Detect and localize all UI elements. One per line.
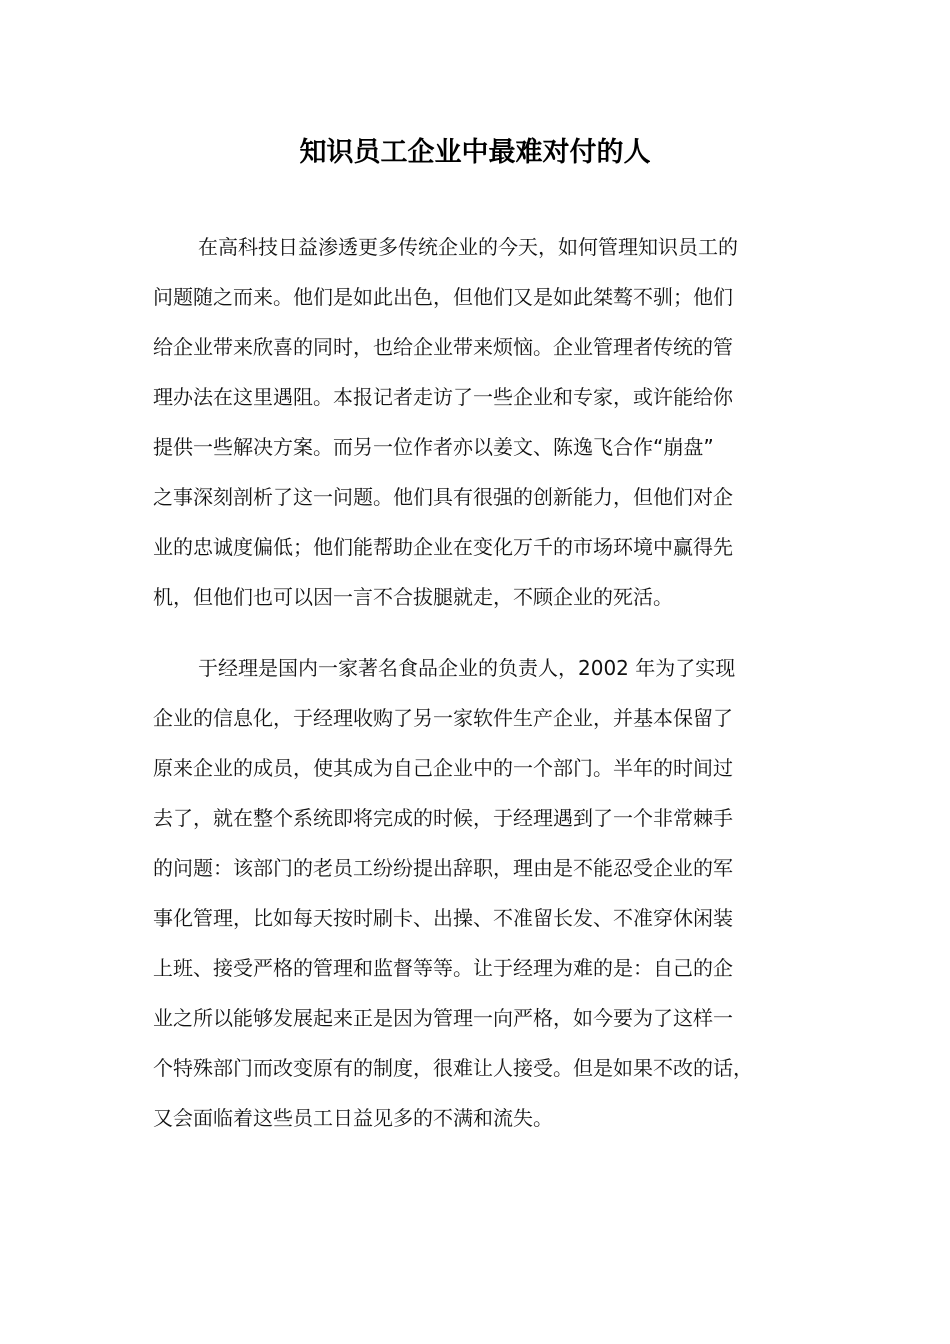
paragraph-line: 给企业带来欣喜的同时，也给企业带来烦恼。企业管理者传统的管 bbox=[153, 335, 733, 359]
paragraph-line: 之事深刻剖析了这一问题。他们具有很强的创新能力，但他们对企 bbox=[153, 485, 733, 509]
paragraph-line: 上班、接受严格的管理和监督等等。让于经理为难的是：自己的企 bbox=[153, 956, 733, 980]
paragraph-line: 于经理是国内一家著名食品企业的负责人，2002 年为了实现 bbox=[198, 656, 736, 680]
paragraph-line: 事化管理，比如每天按时刷卡、出操、不准留长发、不准穿休闲装 bbox=[153, 906, 733, 930]
paragraph-line: 个特殊部门而改变原有的制度，很难让人接受。但是如果不改的话， bbox=[153, 1056, 753, 1080]
paragraph-line: 原来企业的成员，使其成为自己企业中的一个部门。半年的时间过 bbox=[153, 756, 733, 780]
paragraph-line: 提供一些解决方案。而另一位作者亦以姜文、陈逸飞合作“崩盘” bbox=[153, 435, 714, 459]
document-title: 知识员工企业中最难对付的人 bbox=[299, 137, 651, 168]
paragraph-line: 机，但他们也可以因一言不合拔腿就走，不顾企业的死活。 bbox=[153, 585, 673, 609]
paragraph-line: 去了，就在整个系统即将完成的时候，于经理遇到了一个非常棘手 bbox=[153, 806, 733, 830]
paragraph-line: 问题随之而来。他们是如此出色，但他们又是如此桀骜不驯；他们 bbox=[153, 285, 733, 309]
paragraph-1 bbox=[153, 222, 813, 622]
paragraph-line: 的问题：该部门的老员工纷纷提出辞职，理由是不能忍受企业的军 bbox=[153, 856, 733, 880]
paragraph-line: 在高科技日益渗透更多传统企业的今天，如何管理知识员工的 bbox=[198, 235, 738, 259]
paragraph-2 bbox=[153, 643, 813, 1143]
paragraph-line: 又会面临着这些员工日益见多的不满和流失。 bbox=[153, 1106, 553, 1130]
paragraph-line: 企业的信息化，于经理收购了另一家软件生产企业，并基本保留了 bbox=[153, 706, 733, 730]
paragraph-line: 理办法在这里遇阻。本报记者走访了一些企业和专家，或许能给你 bbox=[153, 385, 733, 409]
paragraph-line: 业的忠诚度偏低；他们能帮助企业在变化万千的市场环境中赢得先 bbox=[153, 535, 733, 559]
paragraph-line: 业之所以能够发展起来正是因为管理一向严格，如今要为了这样一 bbox=[153, 1006, 733, 1030]
